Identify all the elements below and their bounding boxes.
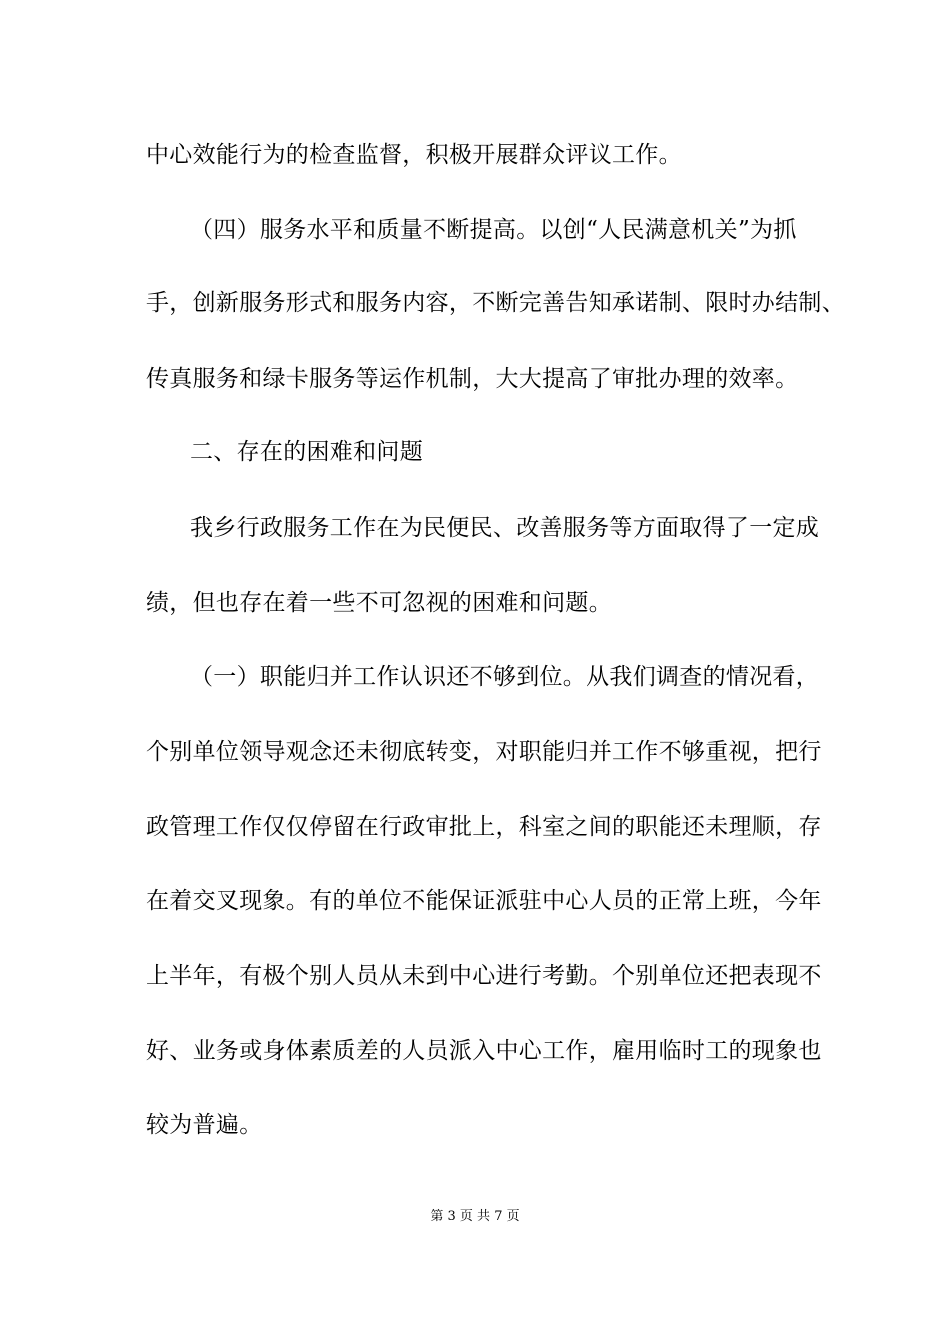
paragraph-line: （四）服务水平和质量不断提高。以创“人民满意机关”为抓 <box>190 217 797 243</box>
page-footer <box>0 1208 950 1226</box>
paragraph-line: 我乡行政服务工作在为民便民、改善服务等方面取得了一定成 <box>190 515 820 541</box>
paragraph-line: 政管理工作仅仅停留在行政审批上，科室之间的职能还未理顺，存 <box>146 814 822 840</box>
paragraph-line: 较为普遍。 <box>146 1112 263 1138</box>
paragraph-line: 绩，但也存在着一些不可忽视的困难和问题。 <box>146 590 612 616</box>
paragraph-line: 中心效能行为的检查监督，积极开展群众评议工作。 <box>146 142 682 168</box>
paragraph-line: 好、业务或身体素质差的人员派入中心工作，雇用临时工的现象也 <box>146 1038 822 1064</box>
paragraph-line: 手，创新服务形式和服务内容，不断完善告知承诺制、限时办结制、 <box>146 290 845 316</box>
section-heading: 二、存在的困难和问题 <box>190 439 423 465</box>
paragraph-line: 个别单位领导观念还未彻底转变，对职能归并工作不够重视，把行 <box>146 739 822 765</box>
paragraph-line: 上半年，有极个别人员从未到中心进行考勤。个别单位还把表现不 <box>146 963 822 989</box>
paragraph-line: （一）职能归并工作认识还不够到位。从我们调查的情况看， <box>190 664 820 690</box>
paragraph-line: 传真服务和绿卡服务等运作机制，大大提高了审批办理的效率。 <box>146 366 799 392</box>
page-number-label: 第 3 页 共 7 页 <box>430 1209 520 1224</box>
paragraph-line: 在着交叉现象。有的单位不能保证派驻中心人员的正常上班，今年 <box>146 888 822 914</box>
